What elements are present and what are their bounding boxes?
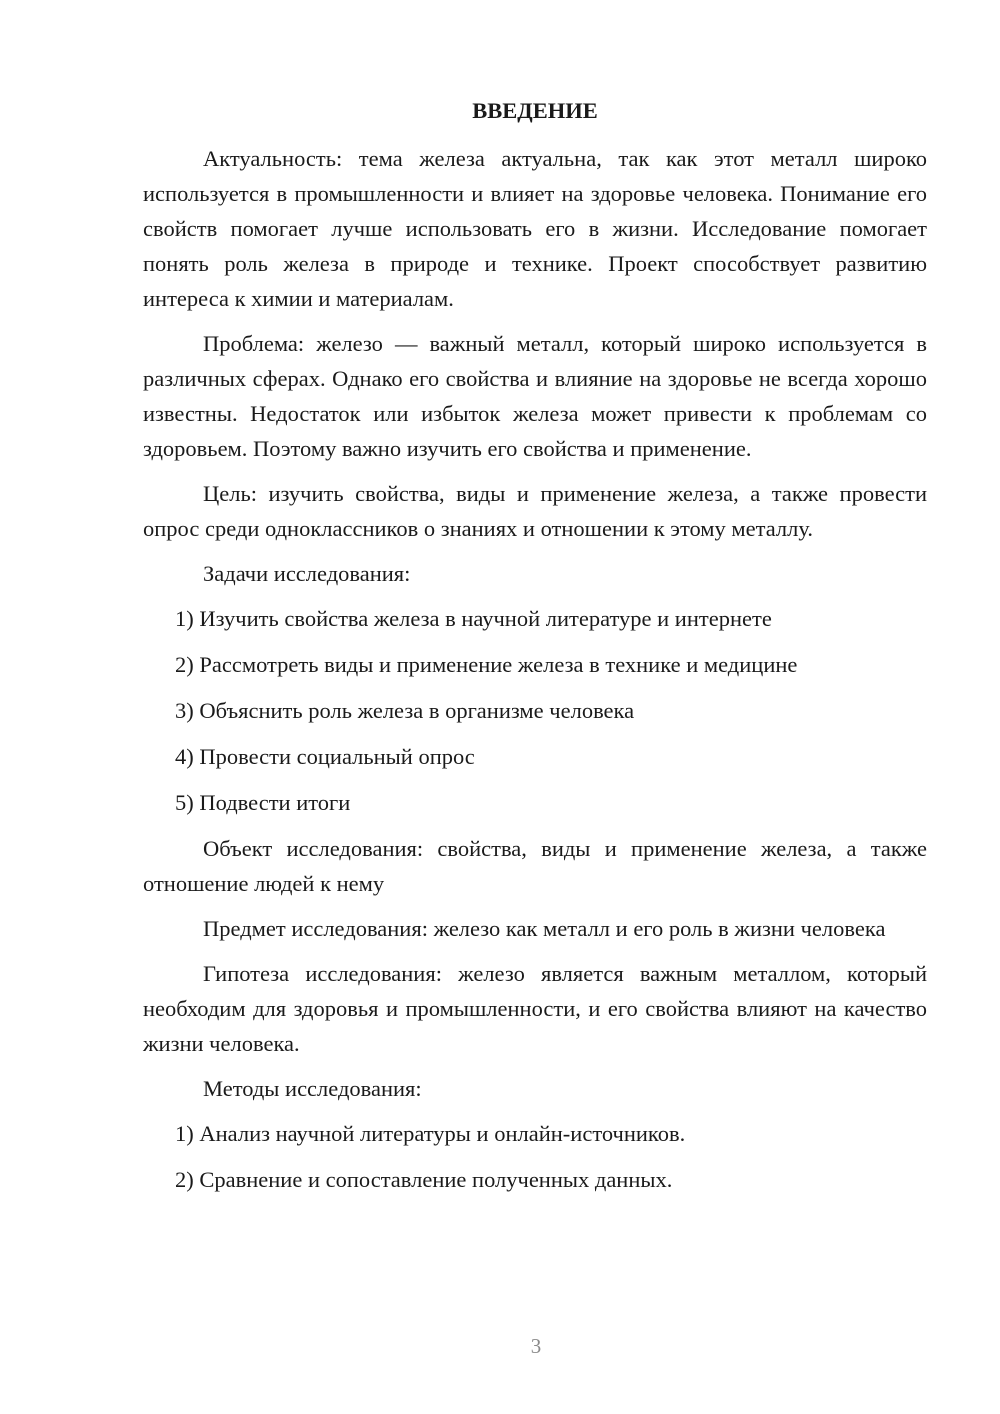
page-content xyxy=(143,93,927,1208)
task-item: 5) Подвести итоги xyxy=(175,790,351,815)
relevance-paragraph: Актуальность: тема железа актуальна, так как этот металл широко используется в промышленности и влияет на здоровье человека. Понимание его свойств помогает лучше использовать его в жизни. Исследование помогает понять роль железа в природе и технике. Проект способствует развитию интереса к химии и материалам. xyxy=(143,146,927,311)
problem-paragraph: Проблема: железо — важный металл, который широко используется в различных сферах. Однако его свойства и влияние на здоровье не всегда хорошо известны. Недостаток или избыток железа может привести к проблемам со здоровьем. Поэтому важно изучить его свойства и применение. xyxy=(143,331,927,461)
page-number: 3 xyxy=(530,1334,542,1358)
method-item: 2) Сравнение и сопоставление полученных данных. xyxy=(175,1167,673,1192)
object-paragraph: Объект исследования: свойства, виды и применение железа, а также отношение людей к нему xyxy=(143,836,927,896)
subject-paragraph: Предмет исследования: железо как металл и его роль в жизни человека xyxy=(203,916,886,941)
method-item: 1) Анализ научной литературы и онлайн-источников. xyxy=(175,1121,686,1146)
task-item: 1) Изучить свойства железа в научной литературе и интернете xyxy=(175,606,772,631)
task-item: 4) Провести социальный опрос xyxy=(175,744,475,769)
hypothesis-paragraph: Гипотеза исследования: железо является важным металлом, который необходим для здоровья и промышленности, и его свойства влияют на качество жизни человека. xyxy=(143,961,927,1056)
tasks-heading: Задачи исследования: xyxy=(203,561,411,586)
task-item: 2) Рассмотреть виды и применение железа в технике и медицине xyxy=(175,652,798,677)
methods-heading: Методы исследования: xyxy=(203,1076,422,1101)
section-title: ВВЕДЕНИЕ xyxy=(472,98,598,123)
task-item: 3) Объяснить роль железа в организме человека xyxy=(175,698,635,723)
goal-paragraph: Цель: изучить свойства, виды и применение железа, а также провести опрос среди одноклассников о знаниях и отношении к этому металлу. xyxy=(143,481,927,541)
